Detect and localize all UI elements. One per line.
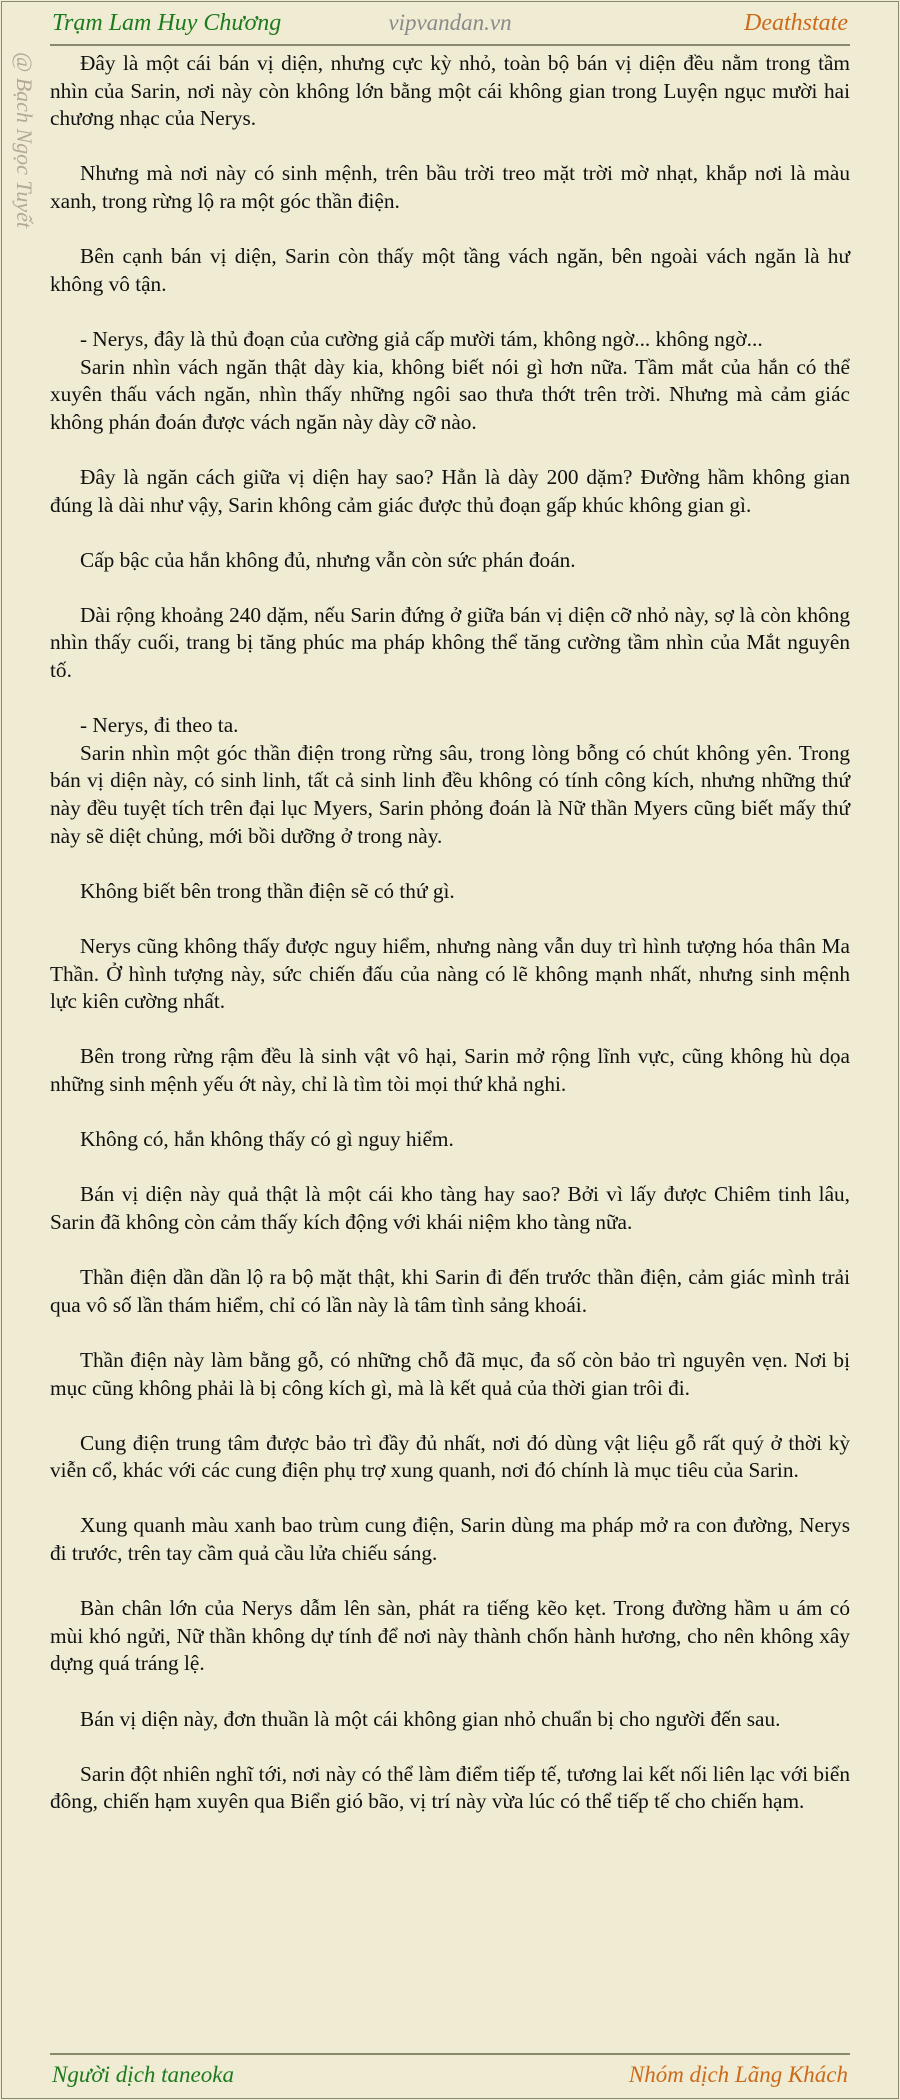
footer-divider [50, 2053, 850, 2055]
paragraph: Bên cạnh bán vị diện, Sarin còn thấy một tầng vách ngăn, bên ngoài vách ngăn là hư không vô tận. [50, 244, 850, 296]
side-watermark: @ Bạch Ngọc Tuyết [12, 52, 37, 229]
paragraph: Nhưng mà nơi này có sinh mệnh, trên bầu trời treo mặt trời mờ nhạt, khắp nơi là màu xanh, trong rừng lộ ra một góc thần điện. [50, 161, 850, 213]
page-footer [50, 2060, 850, 2094]
header-website: vipvandan.vn [388, 10, 512, 35]
paragraph: Bán vị diện này, đơn thuần là một cái không gian nhỏ chuẩn bị cho người đến sau. [80, 1706, 781, 1731]
footer-translator: Người dịch taneoka [52, 2062, 234, 2087]
paragraph: Sarin nhìn vách ngăn thật dày kia, không biết nói gì hơn nữa. Tầm mắt của hắn có thể xuyên thấu vách ngăn, nhìn thấy những ngôi sao thưa thớt trên trời. Nhưng mà cảm giác không phán đoán được vách ngăn này dày cỡ nào. [50, 354, 850, 434]
paragraph: Sarin nhìn một góc thần điện trong rừng sâu, trong lòng bỗng có chút không yên. Trong bán vị diện này, có sinh linh, tất cả sinh linh đều không có tính công kích, nhưng những thứ này đều tuyệt tích trên đại lục Myers, Sarin phỏng đoán là Nữ thần Myers cũng biết mấy thứ này sẽ diệt chủng, mới bồi dưỡng ở trong này. [50, 740, 850, 848]
page-header [50, 6, 850, 46]
header-book-title: Deathstate [744, 10, 848, 36]
chapter-body [50, 50, 850, 1844]
paragraph: Bán vị diện này quả thật là một cái kho tàng hay sao? Bởi vì lấy được Chiêm tinh lâu, Sarin đã không còn cảm thấy kích động với khái niệm kho tàng nữa. [50, 1182, 850, 1234]
paragraph: Đây là một cái bán vị diện, nhưng cực kỳ nhỏ, toàn bộ bán vị diện đều nằm trong tầm nhìn của Sarin, nơi này còn không lớn bằng một cái không gian trong Luyện ngục mười hai chương nhạc của Nerys. [50, 51, 850, 131]
paragraph: Cung điện trung tâm được bảo trì đầy đủ nhất, nơi đó dùng vật liệu gỗ rất quý ở thời kỳ viễn cổ, khác với các cung điện phụ trợ xung quanh, nơi đó chính là mục tiêu của Sarin. [50, 1430, 850, 1483]
paragraph: Thần điện dần dần lộ ra bộ mặt thật, khi Sarin đi đến trước thần điện, cảm giác mình trải qua vô số lần thám hiểm, chỉ có lần này là tâm tình sảng khoái. [50, 1265, 850, 1317]
paragraph: Thần điện này làm bằng gỗ, có những chỗ đã mục, đa số còn bảo trì nguyên vẹn. Nơi bị mục cũng không phải là bị công kích gì, mà là kết quả của thời gian trôi đi. [50, 1347, 850, 1400]
paragraph: Bên trong rừng rậm đều là sinh vật vô hại, Sarin mở rộng lĩnh vực, cũng không hù dọa những sinh mệnh yếu ớt này, chỉ là tìm tòi mọi thứ khả nghi. [50, 1044, 850, 1096]
header-divider [50, 44, 850, 46]
paragraph: Sarin đột nhiên nghĩ tới, nơi này có thể làm điểm tiếp tế, tương lai kết nối liên lạc với biển đông, chiến hạm xuyên qua Biển gió bão, vị trí này vừa lúc có thể tiếp tế cho chiến hạm. [50, 1761, 850, 1814]
paragraph: Không có, hắn không thấy có gì nguy hiểm. [80, 1127, 454, 1152]
footer-group: Nhóm dịch Lãng Khách [628, 2062, 848, 2087]
dialogue-line: - Nerys, đi theo ta. [80, 713, 239, 738]
paragraph: Dài rộng khoảng 240 dặm, nếu Sarin đứng ở giữa bán vị diện cỡ nhỏ này, sợ là còn không nhìn thấy cuối, trang bị tăng phúc ma pháp không thể tăng cường tầm nhìn của Mắt nguyên tố. [50, 602, 850, 683]
paragraph: Cấp bậc của hắn không đủ, nhưng vẫn còn sức phán đoán. [80, 547, 576, 572]
paragraph: Đây là ngăn cách giữa vị diện hay sao? Hẳn là dày 200 dặm? Đường hầm không gian đúng là dài như vậy, Sarin không cảm giác được thủ đoạn gấp khúc không gian gì. [50, 464, 850, 517]
header-translator-group: Trạm Lam Huy Chương [52, 10, 282, 36]
paragraph: Xung quanh màu xanh bao trùm cung điện, Sarin dùng ma pháp mở ra con đường, Nerys đi trước, trên tay cầm quả cầu lửa chiếu sáng. [50, 1513, 850, 1566]
paragraph: Bàn chân lớn của Nerys dẫm lên sàn, phát ra tiếng kẽo kẹt. Trong đường hầm u ám có mùi khó ngửi, Nữ thần không dự tính để nơi này thành chốn hành hương, cho nên không xây dựng quá tráng lệ. [50, 1596, 850, 1676]
paragraph: Không biết bên trong thần điện sẽ có thứ gì. [80, 878, 455, 903]
dialogue-line: - Nerys, đây là thủ đoạn của cường giả cấp mười tám, không ngờ... không ngờ... [80, 326, 763, 351]
paragraph: Nerys cũng không thấy được nguy hiểm, nhưng nàng vẫn duy trì hình tượng hóa thân Ma Thần. Ở hình tượng này, sức chiến đấu của nàng có lẽ không mạnh nhất, nhưng sinh mệnh lực kiên cường nhất. [50, 934, 850, 1014]
